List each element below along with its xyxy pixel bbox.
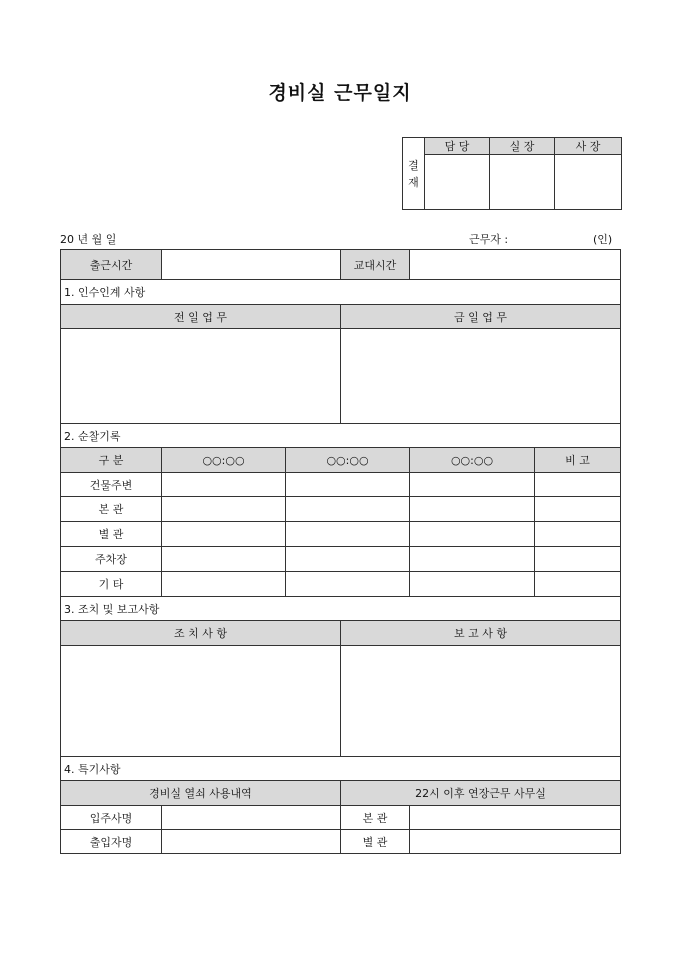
patrol-row-label: 주차장	[61, 547, 162, 572]
patrol-cell[interactable]	[286, 547, 410, 572]
shift-time-input[interactable]	[410, 250, 621, 280]
patrol-row-label: 별 관	[61, 522, 162, 547]
patrol-cell[interactable]	[535, 572, 621, 597]
special-cell[interactable]	[410, 830, 621, 854]
patrol-cell[interactable]	[286, 497, 410, 522]
approval-sign-chief[interactable]	[490, 155, 555, 210]
approval-col-manager: 담 당	[425, 138, 490, 155]
special-row-label: 본 관	[341, 806, 410, 830]
patrol-row-label: 본 관	[61, 497, 162, 522]
patrol-row	[61, 547, 621, 572]
patrol-cell[interactable]	[410, 497, 535, 522]
special-cell[interactable]	[162, 830, 341, 854]
approval-sign-manager[interactable]	[425, 155, 490, 210]
special-row	[61, 830, 621, 854]
patrol-cell[interactable]	[162, 473, 286, 497]
patrol-cell[interactable]	[162, 497, 286, 522]
section3-action-content[interactable]	[61, 646, 341, 757]
start-time-input[interactable]	[162, 250, 341, 280]
patrol-col-category: 구 분	[61, 448, 162, 473]
special-row-label: 별 관	[341, 830, 410, 854]
special-cell[interactable]	[162, 806, 341, 830]
seal-mark: (인)	[593, 233, 613, 246]
log-table	[60, 249, 621, 854]
section1-prev-content[interactable]	[61, 329, 341, 424]
section1-col-today: 금 일 업 무	[341, 305, 621, 329]
patrol-cell[interactable]	[535, 547, 621, 572]
section2-heading: 2. 순찰기록	[61, 424, 621, 448]
approval-side-label-text: 결 재	[408, 158, 419, 189]
approval-sign-president[interactable]	[555, 155, 622, 210]
patrol-cell[interactable]	[410, 572, 535, 597]
special-cell[interactable]	[410, 806, 621, 830]
section3-report-content[interactable]	[341, 646, 621, 757]
section1-heading: 1. 인수인계 사항	[61, 280, 621, 305]
patrol-cell[interactable]	[535, 473, 621, 497]
patrol-cell[interactable]	[162, 572, 286, 597]
section1-today-content[interactable]	[341, 329, 621, 424]
section1-col-prev: 전 일 업 무	[61, 305, 341, 329]
shift-time-label: 교대시간	[341, 250, 410, 280]
patrol-cell[interactable]	[286, 572, 410, 597]
worker-label: 근무자 :	[469, 233, 509, 246]
patrol-col-time-3: ○○:○○	[410, 448, 535, 473]
approval-col-chief: 실 장	[490, 138, 555, 155]
patrol-row	[61, 473, 621, 497]
section3-col-report: 보 고 사 항	[341, 621, 621, 646]
patrol-cell[interactable]	[535, 522, 621, 547]
patrol-cell[interactable]	[286, 522, 410, 547]
patrol-cell[interactable]	[162, 522, 286, 547]
patrol-row	[61, 497, 621, 522]
section4-heading: 4. 특기사항	[61, 757, 621, 781]
patrol-row-label: 기 타	[61, 572, 162, 597]
patrol-cell[interactable]	[162, 547, 286, 572]
patrol-col-remark: 비 고	[535, 448, 621, 473]
patrol-row	[61, 572, 621, 597]
patrol-row-label: 건물주변	[61, 473, 162, 497]
section4-col-key: 경비실 열쇠 사용내역	[61, 781, 341, 806]
patrol-cell[interactable]	[535, 497, 621, 522]
patrol-col-time-2: ○○:○○	[286, 448, 410, 473]
special-row-label: 입주사명	[61, 806, 162, 830]
page-title: 경비실 근무일지	[268, 82, 412, 104]
section3-col-action: 조 치 사 항	[61, 621, 341, 646]
patrol-cell[interactable]	[410, 522, 535, 547]
section4-col-overtime: 22시 이후 연장근무 사무실	[341, 781, 621, 806]
date-field[interactable]: 20 년 월 일	[60, 233, 117, 246]
approval-box	[402, 137, 622, 210]
patrol-cell[interactable]	[410, 473, 535, 497]
approval-side-label	[403, 138, 425, 210]
patrol-row	[61, 522, 621, 547]
patrol-cell[interactable]	[286, 473, 410, 497]
patrol-cell[interactable]	[410, 547, 535, 572]
approval-col-president: 사 장	[555, 138, 622, 155]
patrol-col-time-1: ○○:○○	[162, 448, 286, 473]
start-time-label: 출근시간	[61, 250, 162, 280]
special-row	[61, 806, 621, 830]
special-row-label: 출입자명	[61, 830, 162, 854]
section3-heading: 3. 조치 및 보고사항	[61, 597, 621, 621]
